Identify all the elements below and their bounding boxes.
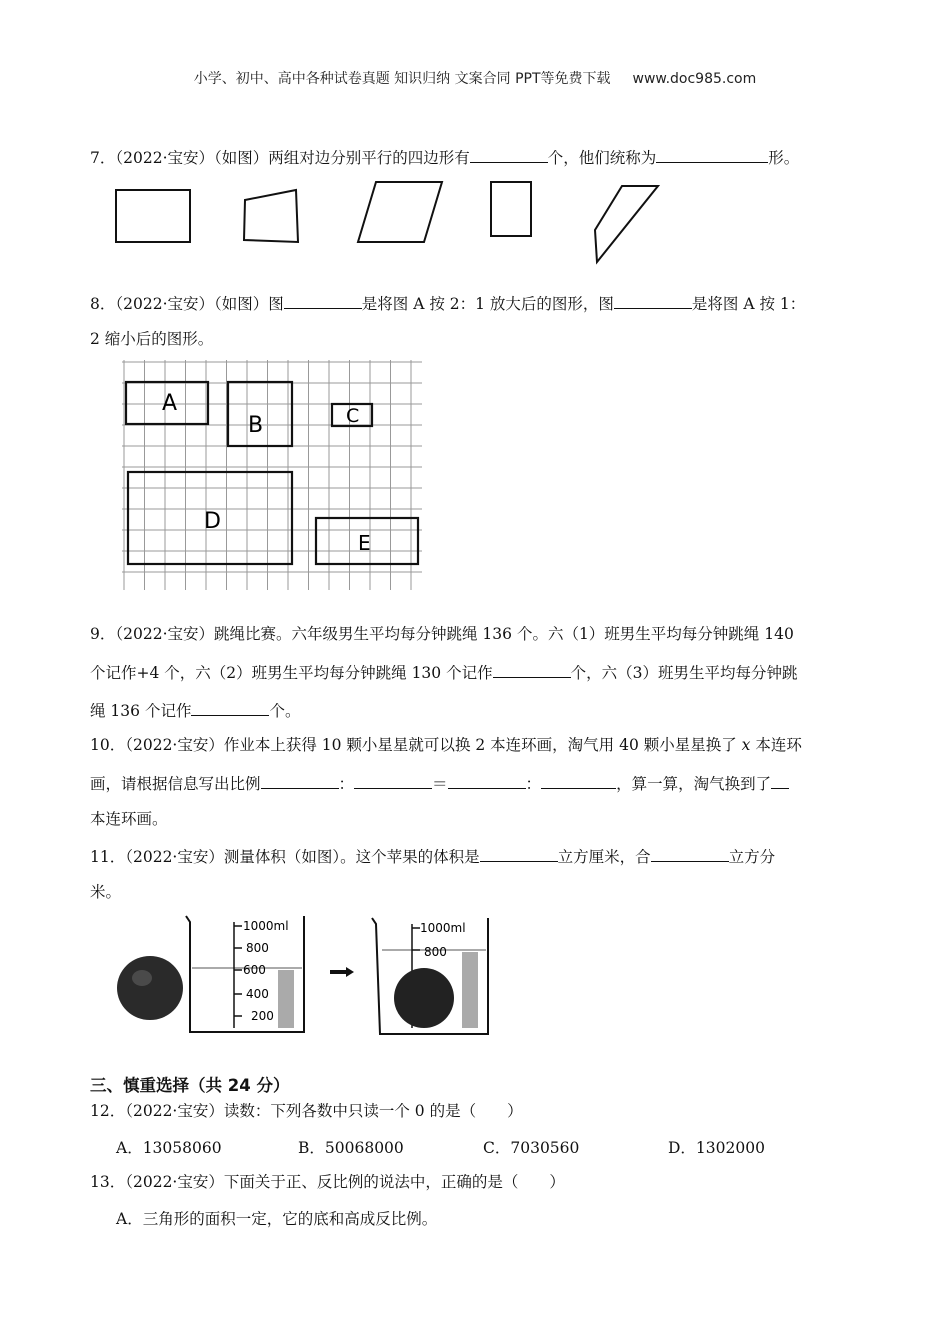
answer-blank[interactable] — [651, 845, 729, 862]
answer-blank[interactable] — [656, 146, 768, 163]
answer-blank[interactable] — [191, 699, 269, 716]
question-11-line2: 米。 — [90, 883, 122, 901]
beaker-before — [186, 916, 304, 1032]
section-title: 三、慎重选择（共 24 分） — [90, 1076, 290, 1095]
question-12: 12．（2022·宝安）读数：下列各数中只读一个 0 的是（ ） — [90, 1102, 523, 1120]
answer-blank[interactable] — [480, 845, 558, 862]
rectangle-shape — [116, 190, 190, 242]
q7-source: （2022·宝安） — [115, 149, 214, 167]
svg-text:1000ml: 1000ml — [243, 919, 289, 933]
question-9: 9．（2022·宝安）跳绳比赛。六年级男生平均每分钟跳绳 136 个。六（1）班男生平均每分钟跳绳 140 — [90, 625, 794, 643]
question-10-line2: 画，请根据信息写出比例 ： ＝ ： ，算一算，淘气换到了 — [90, 772, 789, 795]
small-rectangle-shape — [491, 182, 531, 236]
answer-blank[interactable] — [284, 292, 362, 309]
question-13: 13．（2022·宝安）下面关于正、反比例的说法中，正确的是（ ） — [90, 1173, 565, 1191]
apple-in-beaker-image — [394, 968, 454, 1028]
option-d[interactable]: D．1302000 — [668, 1139, 765, 1157]
answer-blank[interactable] — [470, 146, 548, 163]
figure-label-b: B — [248, 413, 264, 438]
parallelogram-shape — [358, 182, 442, 242]
svg-text:200: 200 — [251, 1009, 274, 1023]
header-text: 小学、初中、高中各种试卷真题 知识归纳 文案合同 PPT等免费下载 — [193, 71, 611, 87]
question-7: 7．（2022·宝安）（如图）两组对边分别平行的四边形有 个，他们统称为 形。 — [90, 146, 799, 169]
q11-beaker-figure — [108, 908, 500, 1040]
svg-text:400: 400 — [246, 987, 269, 1001]
answer-blank[interactable] — [541, 772, 616, 789]
answer-blank[interactable] — [261, 772, 339, 789]
question-9-line2: 个记作+4 个，六（2）班男生平均每分钟跳绳 130 个记作 个，六（3）班男生平均每分钟跳 — [90, 661, 797, 684]
question-10: 10．（2022·宝安）作业本上获得 10 颗小星星就可以换 2 本连环画，淘气用 40 颗小星星换了 x 本连环 — [90, 736, 802, 754]
option-b[interactable]: B．50068000 — [298, 1139, 404, 1157]
svg-text:800: 800 — [424, 945, 447, 959]
question-8-cont: 2 缩小后的图形。 — [90, 330, 214, 348]
question-11: 11．（2022·宝安）测量体积（如图）。这个苹果的体积是 立方厘米，合 立方分 — [90, 845, 775, 868]
figure-label-e: E — [358, 531, 371, 555]
option-a[interactable]: A．13058060 — [116, 1139, 222, 1157]
figure-label-a: A — [162, 391, 178, 416]
question-9-line3: 绳 136 个记作 个。 — [90, 699, 300, 722]
answer-blank[interactable] — [448, 772, 526, 789]
beaker-after — [372, 918, 488, 1034]
answer-blank[interactable] — [771, 772, 789, 789]
figure-label-d: D — [204, 509, 221, 534]
q8-grid-figure — [118, 360, 424, 592]
figure-label-c: C — [346, 405, 360, 427]
answer-blank[interactable] — [493, 661, 571, 678]
q13-option-a[interactable]: A．三角形的面积一定，它的底和高成反比例。 — [116, 1210, 438, 1228]
answer-blank[interactable] — [354, 772, 432, 789]
q7-shapes-figure — [100, 178, 680, 270]
trapezoid-shape — [244, 190, 298, 242]
question-10-line3: 本连环画。 — [90, 810, 168, 828]
svg-text:800: 800 — [246, 941, 269, 955]
svg-text:1000ml: 1000ml — [420, 921, 466, 935]
svg-text:600: 600 — [243, 963, 266, 977]
answer-blank[interactable] — [614, 292, 692, 309]
slanted-parallelogram-shape — [595, 186, 658, 262]
header-url[interactable]: www.doc985.com — [632, 71, 757, 87]
question-8: 8．（2022·宝安）（如图）图 是将图 A 按 2：1 放大后的图形，图 是将图 A 按 1： — [90, 292, 805, 315]
q7-number: 7． — [90, 149, 116, 167]
page-header — [0, 68, 950, 88]
apple-image — [117, 956, 183, 1020]
arrow-icon — [330, 967, 354, 977]
option-c[interactable]: C．7030560 — [483, 1139, 580, 1157]
